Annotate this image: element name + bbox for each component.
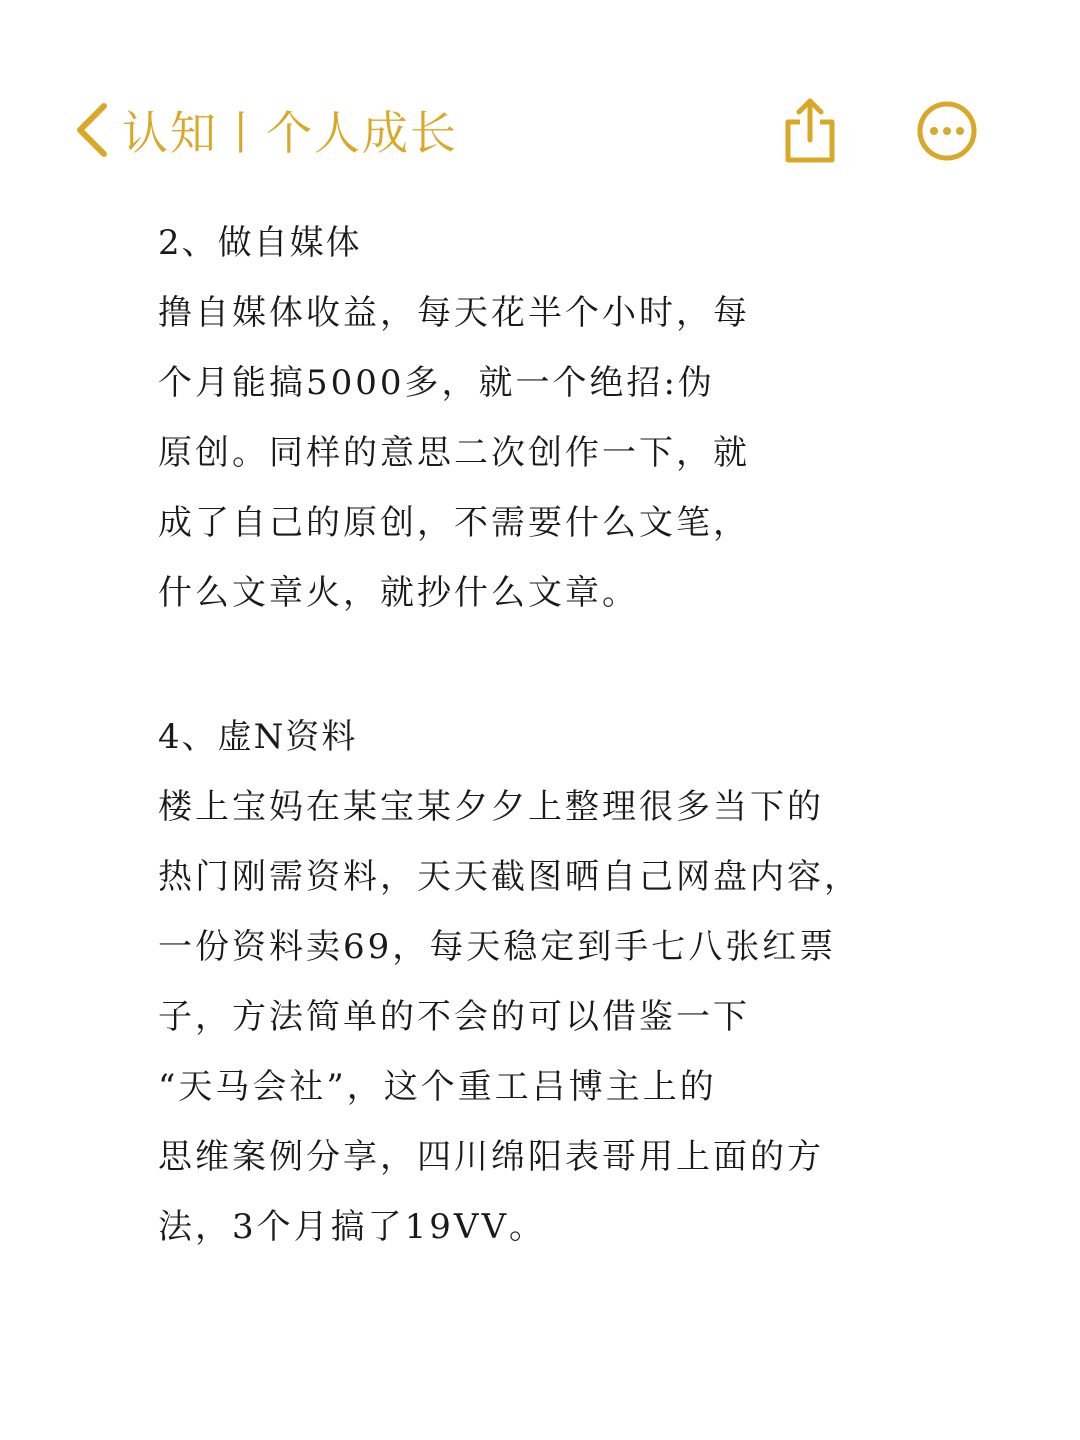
back-button[interactable] [72,90,458,170]
paragraph-line: 思维案例分享，四川绵阳表哥用上面的方 [158,1137,824,1177]
navigation-bar [0,90,1080,170]
section-heading: 2、做自媒体 [158,223,362,263]
paragraph-line: 一份资料卖69，每天稳定到手七八张红票 [158,927,837,967]
section-heading: 4、虚N资料 [158,717,358,757]
chevron-left-icon[interactable] [72,100,112,160]
paragraph-line: 原创。同样的意思二次创作一下，就 [158,433,750,473]
paragraph-line: 楼上宝妈在某宝某夕夕上整理很多当下的 [158,787,824,827]
share-icon[interactable] [782,96,838,164]
paragraph-line: 子，方法简单的不会的可以借鉴一下 [158,997,750,1037]
paragraph-line: 什么文章火，就抄什么文章。 [158,573,639,613]
note-body[interactable] [158,208,918,1262]
section-self-media [158,208,918,628]
page-title: 认知丨个人成长 [122,106,458,160]
paragraph-line: “天马会社”，这个重工吕博主上的 [158,1067,717,1107]
section-spacer [158,628,918,702]
more-icon[interactable] [916,100,978,162]
paragraph-line: 法，3个月搞了19VV。 [158,1207,547,1247]
paragraph-line: 成了自己的原创，不需要什么文笔， [158,503,750,543]
paragraph-line: 热门刚需资料，天天截图晒自己网盘内容， [158,857,861,897]
section-virtual-materials [158,702,918,1262]
paragraph-line: 个月能搞5000多，就一个绝招:伪 [158,363,715,403]
paragraph-line: 撸自媒体收益，每天花半个小时，每 [158,293,750,333]
